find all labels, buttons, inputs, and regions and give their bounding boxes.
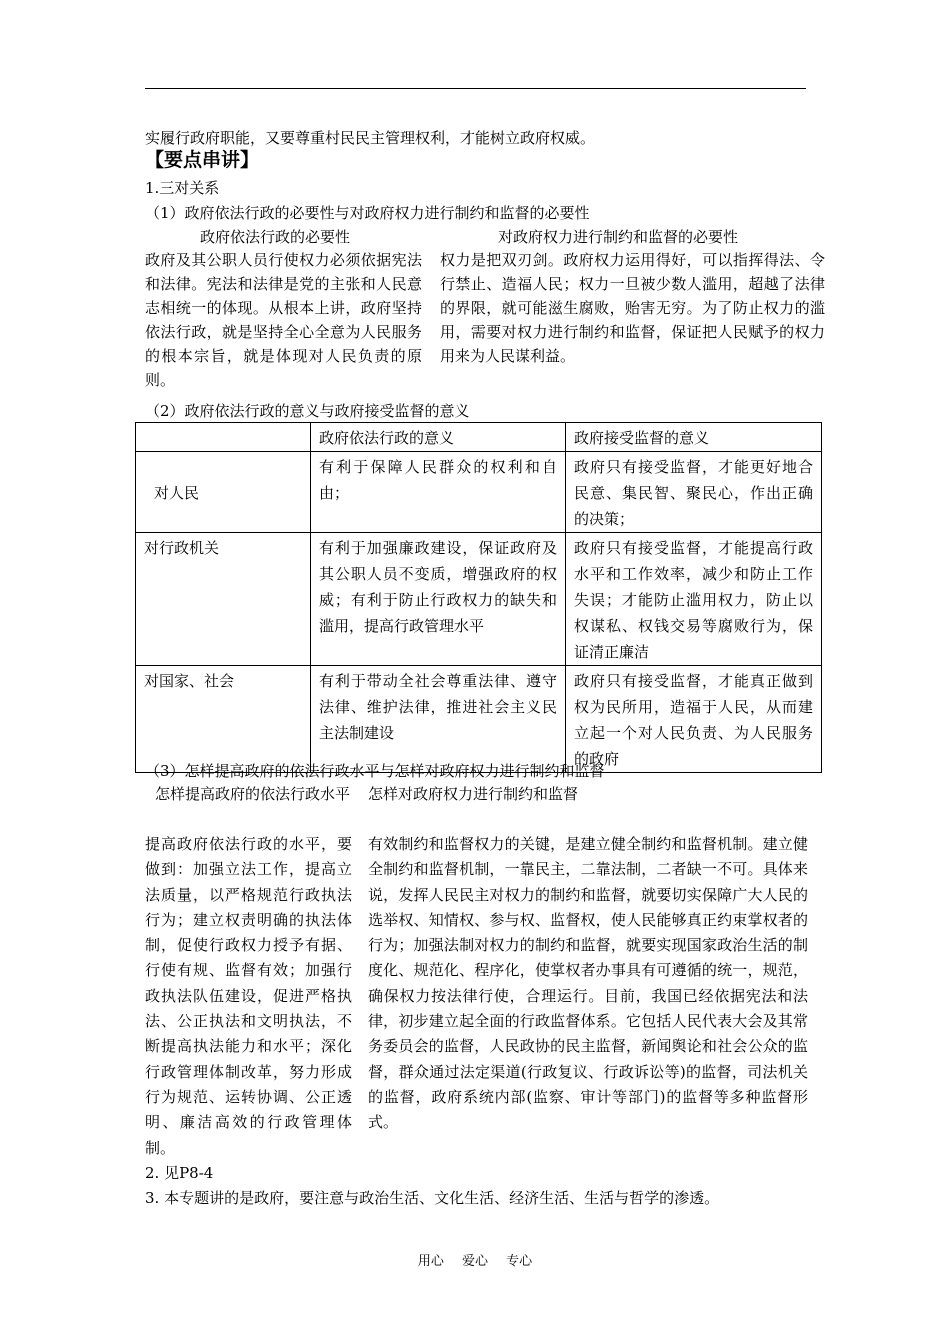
item3: 3. 本专题讲的是政府，要注意与政治生活、文化生活、经济生活、生活与哲学的渗透。 bbox=[145, 1189, 720, 1207]
item2: 2. 见P8-4 bbox=[145, 1164, 214, 1182]
sub1-left-text: 政府及其公职人员行使权力必须依据宪法和法律。宪法和法律是党的主张和人民意志相统一的体现。从根本上讲，政府坚持依法行政，就是坚持全心全意为人民服务的根本宗旨，就是体现对人民负责的原则。 bbox=[145, 251, 422, 389]
sub2-title: （2）政府依法行政的意义与政府接受监督的意义 bbox=[145, 402, 470, 420]
table-cell: 有利于加强廉政建设，保证政府及其公职人员不变质，增强政府的权威；有利于防止行政权力的缺失和滥用，提高行政管理水平 bbox=[311, 533, 566, 666]
sub1-left-header: 政府依法行政的必要性 bbox=[200, 228, 351, 246]
section-heading: 【要点串讲】 bbox=[145, 149, 260, 171]
sub1-right-text: 权力是把双刃剑。政府权力运用得好，可以指挥得法、令行禁止、造福人民；权力一旦被少数人滥用，超越了法律的界限，就可能滋生腐败，贻害无穷。为了防止权力的滥用，需要对权力进行制约和监督，保证把人民赋予的权力用来为人民谋利益。 bbox=[440, 251, 825, 365]
item1-title: 1.三对关系 bbox=[145, 179, 220, 197]
sub3-right-header: 怎样对政府权力进行制约和监督 bbox=[368, 785, 579, 803]
header-rule bbox=[145, 88, 806, 89]
table-header-cell: 政府依法行政的意义 bbox=[311, 423, 566, 452]
table-cell: 有利于带动全社会尊重法律、遵守法律、维护法律，推进社会主义民主法制建设 bbox=[311, 666, 566, 773]
table-row-label: 对国家、社会 bbox=[136, 666, 311, 773]
table-row-label: 对行政机关 bbox=[136, 533, 311, 666]
sub3-left-text: 提高政府依法行政的水平，要做到：加强立法工作，提高立法质量，以严格规范行政执法行为；建立权责明确的执法体制，促使行政权力授予有据、行使有规、监督有效；加强行政执法队伍建设，促进严格执法、公正执法和文明执法，不断提高执法能力和水平；深化行政管理体制改革，努力形成行为规范、运转协调、公正透明、廉洁高效的行政管理体制。 bbox=[145, 835, 352, 1157]
table-cell: 政府只有接受监督，才能更好地合民意、集民智、聚民心，作出正确的决策； bbox=[566, 452, 822, 533]
intro-line: 实履行政府职能，又要尊重村民民主管理权利，才能树立政府权威。 bbox=[145, 129, 596, 147]
table-cell: 政府只有接受监督，才能提高行政水平和工作效率，减少和防止工作失误；才能防止滥用权力，防止以权谋私、权钱交易等腐败行为，保证清正廉洁 bbox=[566, 533, 822, 666]
table-row bbox=[136, 452, 822, 533]
table-cell: 政府只有接受监督，才能真正做到权为民所用，造福于人民，从而建立起一个对人民负责、为人民服务的政府 bbox=[566, 666, 822, 773]
sub3-right-text: 有效制约和监督权力的关键，是建立健全制约和监督机制。建立健全制约和监督机制，一靠民主，二靠法制，二者缺一不可。具体来说，发挥人民民主对权力的制约和监督，就要切实保障广大人民的选举权、知情权、参与权、监督权，使人民能够真正约束掌权者的行为；加强法制对权力的制约和监督，就要实现国家政治生活的制度化、规范化、程序化，使掌权者办事具有可遵循的统一，规范，确保权力按法律行使，合理运行。目前，我国已经依据宪法和法律，初步建立起全面的行政监督体系。它包括人民代表大会及其常务委员会的监督，人民政协的民主监督，新闻舆论和社会公众的监督，群众通过法定渠道(行政复议、行政诉讼等)的监督，司法机关的监督，政府系统内部(监察、审计等部门)的监督等多种监督形式。 bbox=[368, 835, 808, 1132]
sub3-title: （3）怎样提高政府的依法行政水平与怎样对政府权力进行制约和监督 bbox=[145, 762, 605, 780]
table-header-cell bbox=[136, 423, 311, 452]
table-row bbox=[136, 533, 822, 666]
sub1-right-header: 对政府权力进行制约和监督的必要性 bbox=[498, 228, 739, 246]
significance-table bbox=[135, 422, 822, 773]
table-header-cell: 政府接受监督的意义 bbox=[566, 423, 822, 452]
sub1-title: （1）政府依法行政的必要性与对政府权力进行制约和监督的必要性 bbox=[145, 204, 590, 222]
table-header-row bbox=[136, 423, 822, 452]
table-row bbox=[136, 666, 822, 773]
page-footer: 用心 爱心 专心 bbox=[417, 1254, 533, 1269]
sub3-left-header: 怎样提高政府的依法行政水平 bbox=[155, 785, 351, 803]
table-cell: 有利于保障人民群众的权利和自由； bbox=[311, 452, 566, 533]
table-row-label: 对人民 bbox=[136, 452, 311, 533]
